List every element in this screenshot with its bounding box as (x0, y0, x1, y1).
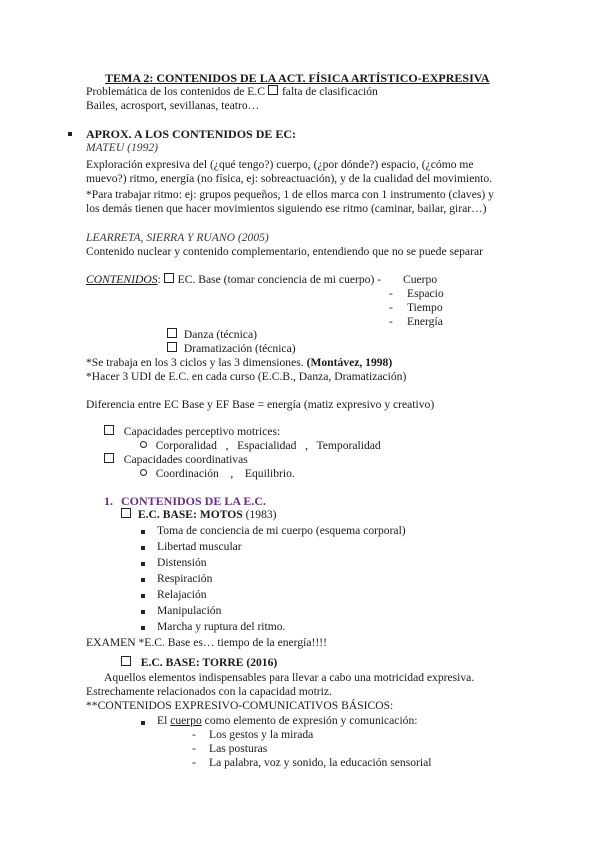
torre-heading (121, 656, 277, 670)
mateu-p2-line1: *Para trabajar ritmo: ej: grupos pequeños, 1 de ellos marca con 1 instrumento (claves) y (86, 188, 494, 201)
mateu-p1-line1: Exploración expresiva del (¿qué tengo?) cuerpo, (¿por dónde?) espacio, (¿cómo me (86, 158, 474, 171)
bullet-icon (141, 594, 145, 598)
torre-line-3: **CONTENIDOS EXPRESIVO-COMUNICATIVOS BÁSICOS: (86, 699, 394, 712)
motos-heading (121, 508, 277, 522)
circle-bullet-icon (140, 441, 147, 448)
bullet-icon (141, 562, 145, 566)
motos-item-5: Manipulación (157, 604, 222, 617)
dramatizacion-label: Dramatización (técnica) (183, 342, 296, 355)
cap-coordinativas-label: Capacidades coordinativas (123, 453, 248, 466)
dash-icon: - (192, 756, 196, 769)
cap-coordinativas-values: Coordinación , Equilibrio. (155, 467, 295, 480)
list-item (141, 606, 145, 620)
contenidos-label: CONTENIDOS (86, 273, 158, 286)
torre-sub-1: Las posturas (209, 742, 268, 755)
mateu-p1-line2: muevo?) ritmo, energía (no física, ej: sobreactuación), y de la cualidad del movimiento. (86, 172, 493, 185)
bullet-icon (141, 546, 145, 550)
list-item (141, 717, 145, 731)
danza-item (167, 328, 257, 342)
danza-label: Danza (técnica) (183, 328, 257, 341)
dash-icon: - (192, 728, 196, 741)
checkbox-icon (104, 425, 114, 435)
cap-perceptivo-label: Capacidades perceptivo motrices: (123, 425, 281, 438)
torre-item (157, 714, 417, 728)
examen-note: EXAMEN *E.C. Base es… tiempo de la energía!!!! (86, 636, 327, 649)
motos-year: (1983) (245, 508, 277, 521)
torre-item-prefix: El (157, 714, 168, 727)
torre-line-1: Aquellos elementos indispensables para llevar a cabo una motricidad expresiva. (104, 671, 475, 684)
motos-label: E.C. BASE: MOTOS (137, 508, 243, 521)
motos-item-4: Relajación (157, 588, 207, 601)
motos-item-6: Marcha y ruptura del ritmo. (157, 620, 286, 633)
bullet-icon (141, 578, 145, 582)
motos-item-3: Respiración (157, 572, 213, 585)
checkbox-icon (121, 508, 131, 518)
learreta-text: Contenido nuclear y contenido complementario, entendiendo que no se puede separar (86, 245, 483, 258)
motos-item-1: Libertad muscular (157, 540, 242, 553)
diferencia-text: Diferencia entre EC Base y EF Base = energía (matiz expresivo y creativo) (86, 398, 435, 411)
checkbox-icon (104, 453, 114, 463)
page-title: TEMA 2: CONTENIDOS DE LA ACT. FÍSICA ARTÍSTICO-EXPRESIVA (105, 71, 490, 85)
mateu-p2-line2: los demás tienen que hacer movimientos siguiendo ese ritmo (caminar, bailar, girar…) (86, 202, 487, 215)
cap-coordinativas-items (140, 467, 295, 481)
cap-perceptivo-items (140, 439, 381, 453)
intro-line-2: Bailes, acrosport, sevillanas, teatro… (86, 99, 260, 112)
note-1 (86, 356, 392, 370)
intro-falta: falta de clasificación (281, 85, 378, 98)
dash-icon: - (192, 742, 196, 755)
torre-sub-0: Los gestos y la mirada (209, 728, 314, 741)
aprox-heading: APROX. A LOS CONTENIDOS DE EC: (86, 127, 297, 141)
bullet-icon (141, 530, 145, 534)
motos-item-0: Toma de conciencia de mi cuerpo (esquema corporal) (157, 524, 406, 537)
list-item (141, 574, 145, 588)
contenidos-sub-1: Espacio (407, 287, 444, 300)
checkbox-icon (167, 328, 177, 338)
bullet-icon (141, 721, 145, 725)
contenidos-sub-3: Energía (407, 315, 443, 328)
cap-coordinativas (104, 453, 248, 467)
list-item (141, 542, 145, 556)
note-2: *Hacer 3 UDI de E.C. en cada curso (E.C.B., Danza, Dramatización) (86, 370, 407, 383)
torre-line-2: Estrechamente relacionados con la capacidad motriz. (86, 685, 332, 698)
list-item (141, 558, 145, 572)
contenidos-sub-2: Tiempo (407, 301, 443, 314)
torre-label: E.C. BASE: TORRE (2016) (140, 656, 278, 669)
dash-icon: - (389, 287, 393, 300)
bullet-icon (141, 610, 145, 614)
contenidos-sub-0: Cuerpo (403, 273, 438, 286)
list-item (141, 526, 145, 540)
contenidos-line: CONTENIDOS: EC. Base (tomar conciencia de mi cuerpo) - (86, 273, 382, 286)
checkbox-icon (167, 342, 177, 352)
checkbox-icon (268, 85, 278, 95)
section-1-heading: CONTENIDOS DE LA E.C. (121, 494, 267, 508)
learreta-author: LEARRETA, SIERRA Y RUANO (2005) (86, 231, 269, 244)
bullet-icon (141, 626, 145, 630)
aprox-bullet-icon (68, 128, 72, 142)
checkbox-icon (121, 656, 131, 666)
intro-problematica: Problemática de los contenidos de E.C (86, 85, 266, 98)
torre-item-cuerpo: cuerpo (170, 714, 202, 727)
contenidos-item: EC. Base (tomar conciencia de mi cuerpo) - (177, 273, 382, 286)
mateu-author: MATEU (1992) (86, 141, 159, 154)
list-item (141, 590, 145, 604)
list-item (141, 622, 145, 636)
checkbox-icon (164, 273, 174, 283)
motos-item-2: Distensión (157, 556, 207, 569)
torre-item-suffix: como elemento de expresión y comunicación: (204, 714, 418, 727)
note-1-text: *Se trabaja en los 3 ciclos y las 3 dimensiones. (86, 356, 304, 369)
cap-perceptivo-values: Corporalidad , Espacialidad , Temporalidad (155, 439, 381, 452)
cap-perceptivo (104, 425, 280, 439)
torre-sub-2: La palabra, voz y sonido, la educación sensorial (209, 756, 432, 769)
dash-icon: - (389, 315, 393, 328)
circle-bullet-icon (140, 469, 147, 476)
section-1-number: 1. (104, 494, 113, 508)
dramatizacion-item (167, 342, 296, 356)
intro-line-1 (86, 85, 378, 99)
note-1-citation: (Montávez, 1998) (306, 356, 393, 369)
dash-icon: - (389, 301, 393, 314)
